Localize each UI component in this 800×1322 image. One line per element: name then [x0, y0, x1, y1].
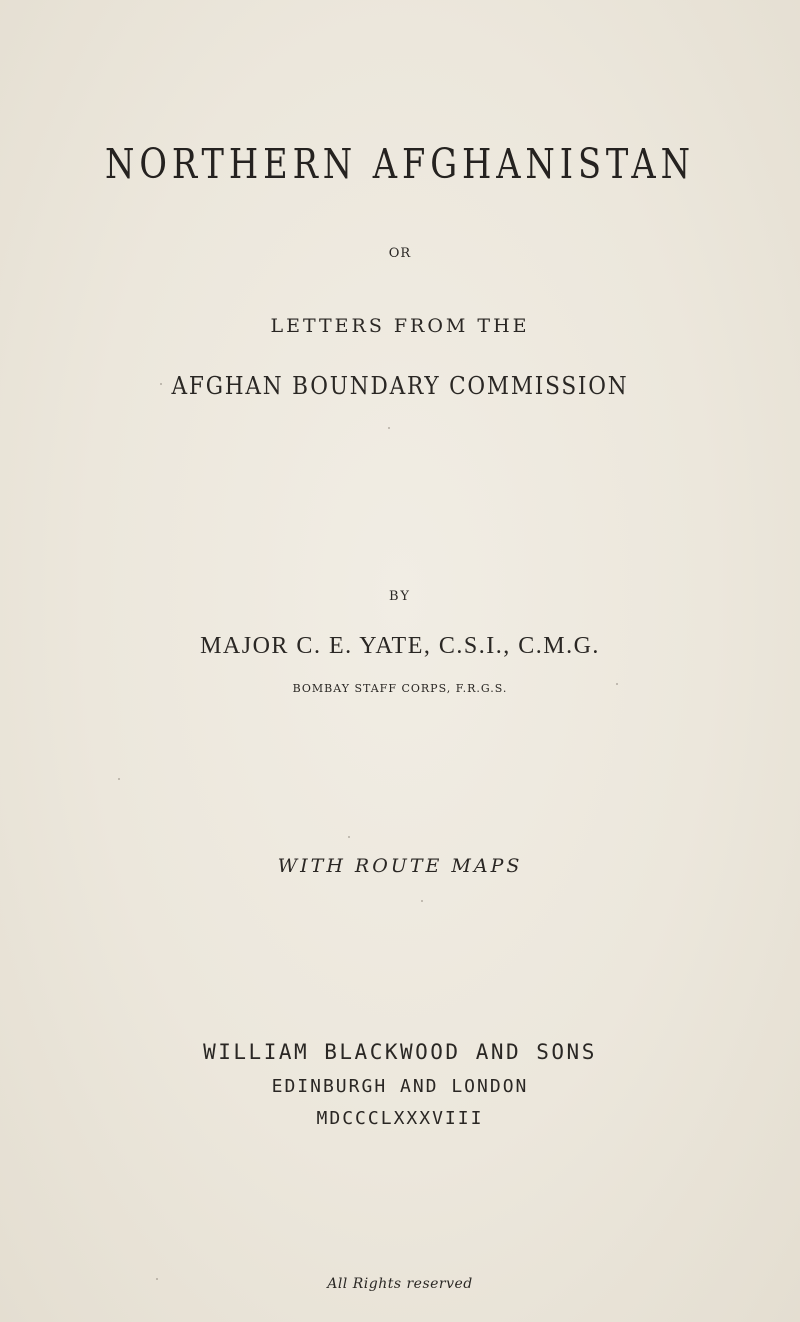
author-name: MAJOR C. E. YATE, C.S.I., C.M.G. [200, 633, 600, 659]
publication-year: MDCCCLXXXVIII [316, 1108, 484, 1129]
author-credentials: BOMBAY STAFF CORPS, F.R.G.S. [292, 682, 508, 695]
publication-place: EDINBURGH AND LONDON [271, 1076, 529, 1097]
by-label: BY [389, 589, 411, 604]
paper-speck [160, 383, 162, 385]
maps-note: WITH ROUTE MAPS [277, 855, 523, 877]
paper-speck [388, 427, 390, 429]
subtitle-line-1: LETTERS FROM THE [270, 315, 530, 337]
rights-notice: All Rights reserved [327, 1276, 473, 1292]
paper-speck [156, 1278, 158, 1280]
paper-speck [118, 778, 120, 780]
paper-speck [421, 900, 423, 902]
paper-speck [616, 683, 618, 685]
subtitle-line-2: AFGHAN BOUNDARY COMMISSION [171, 372, 629, 400]
publisher-name: WILLIAM BLACKWOOD AND SONS [203, 1040, 597, 1064]
or-conjunction: OR [388, 246, 412, 261]
paper-speck [348, 836, 350, 838]
book-title: NORTHERN AFGHANISTAN [105, 140, 695, 188]
